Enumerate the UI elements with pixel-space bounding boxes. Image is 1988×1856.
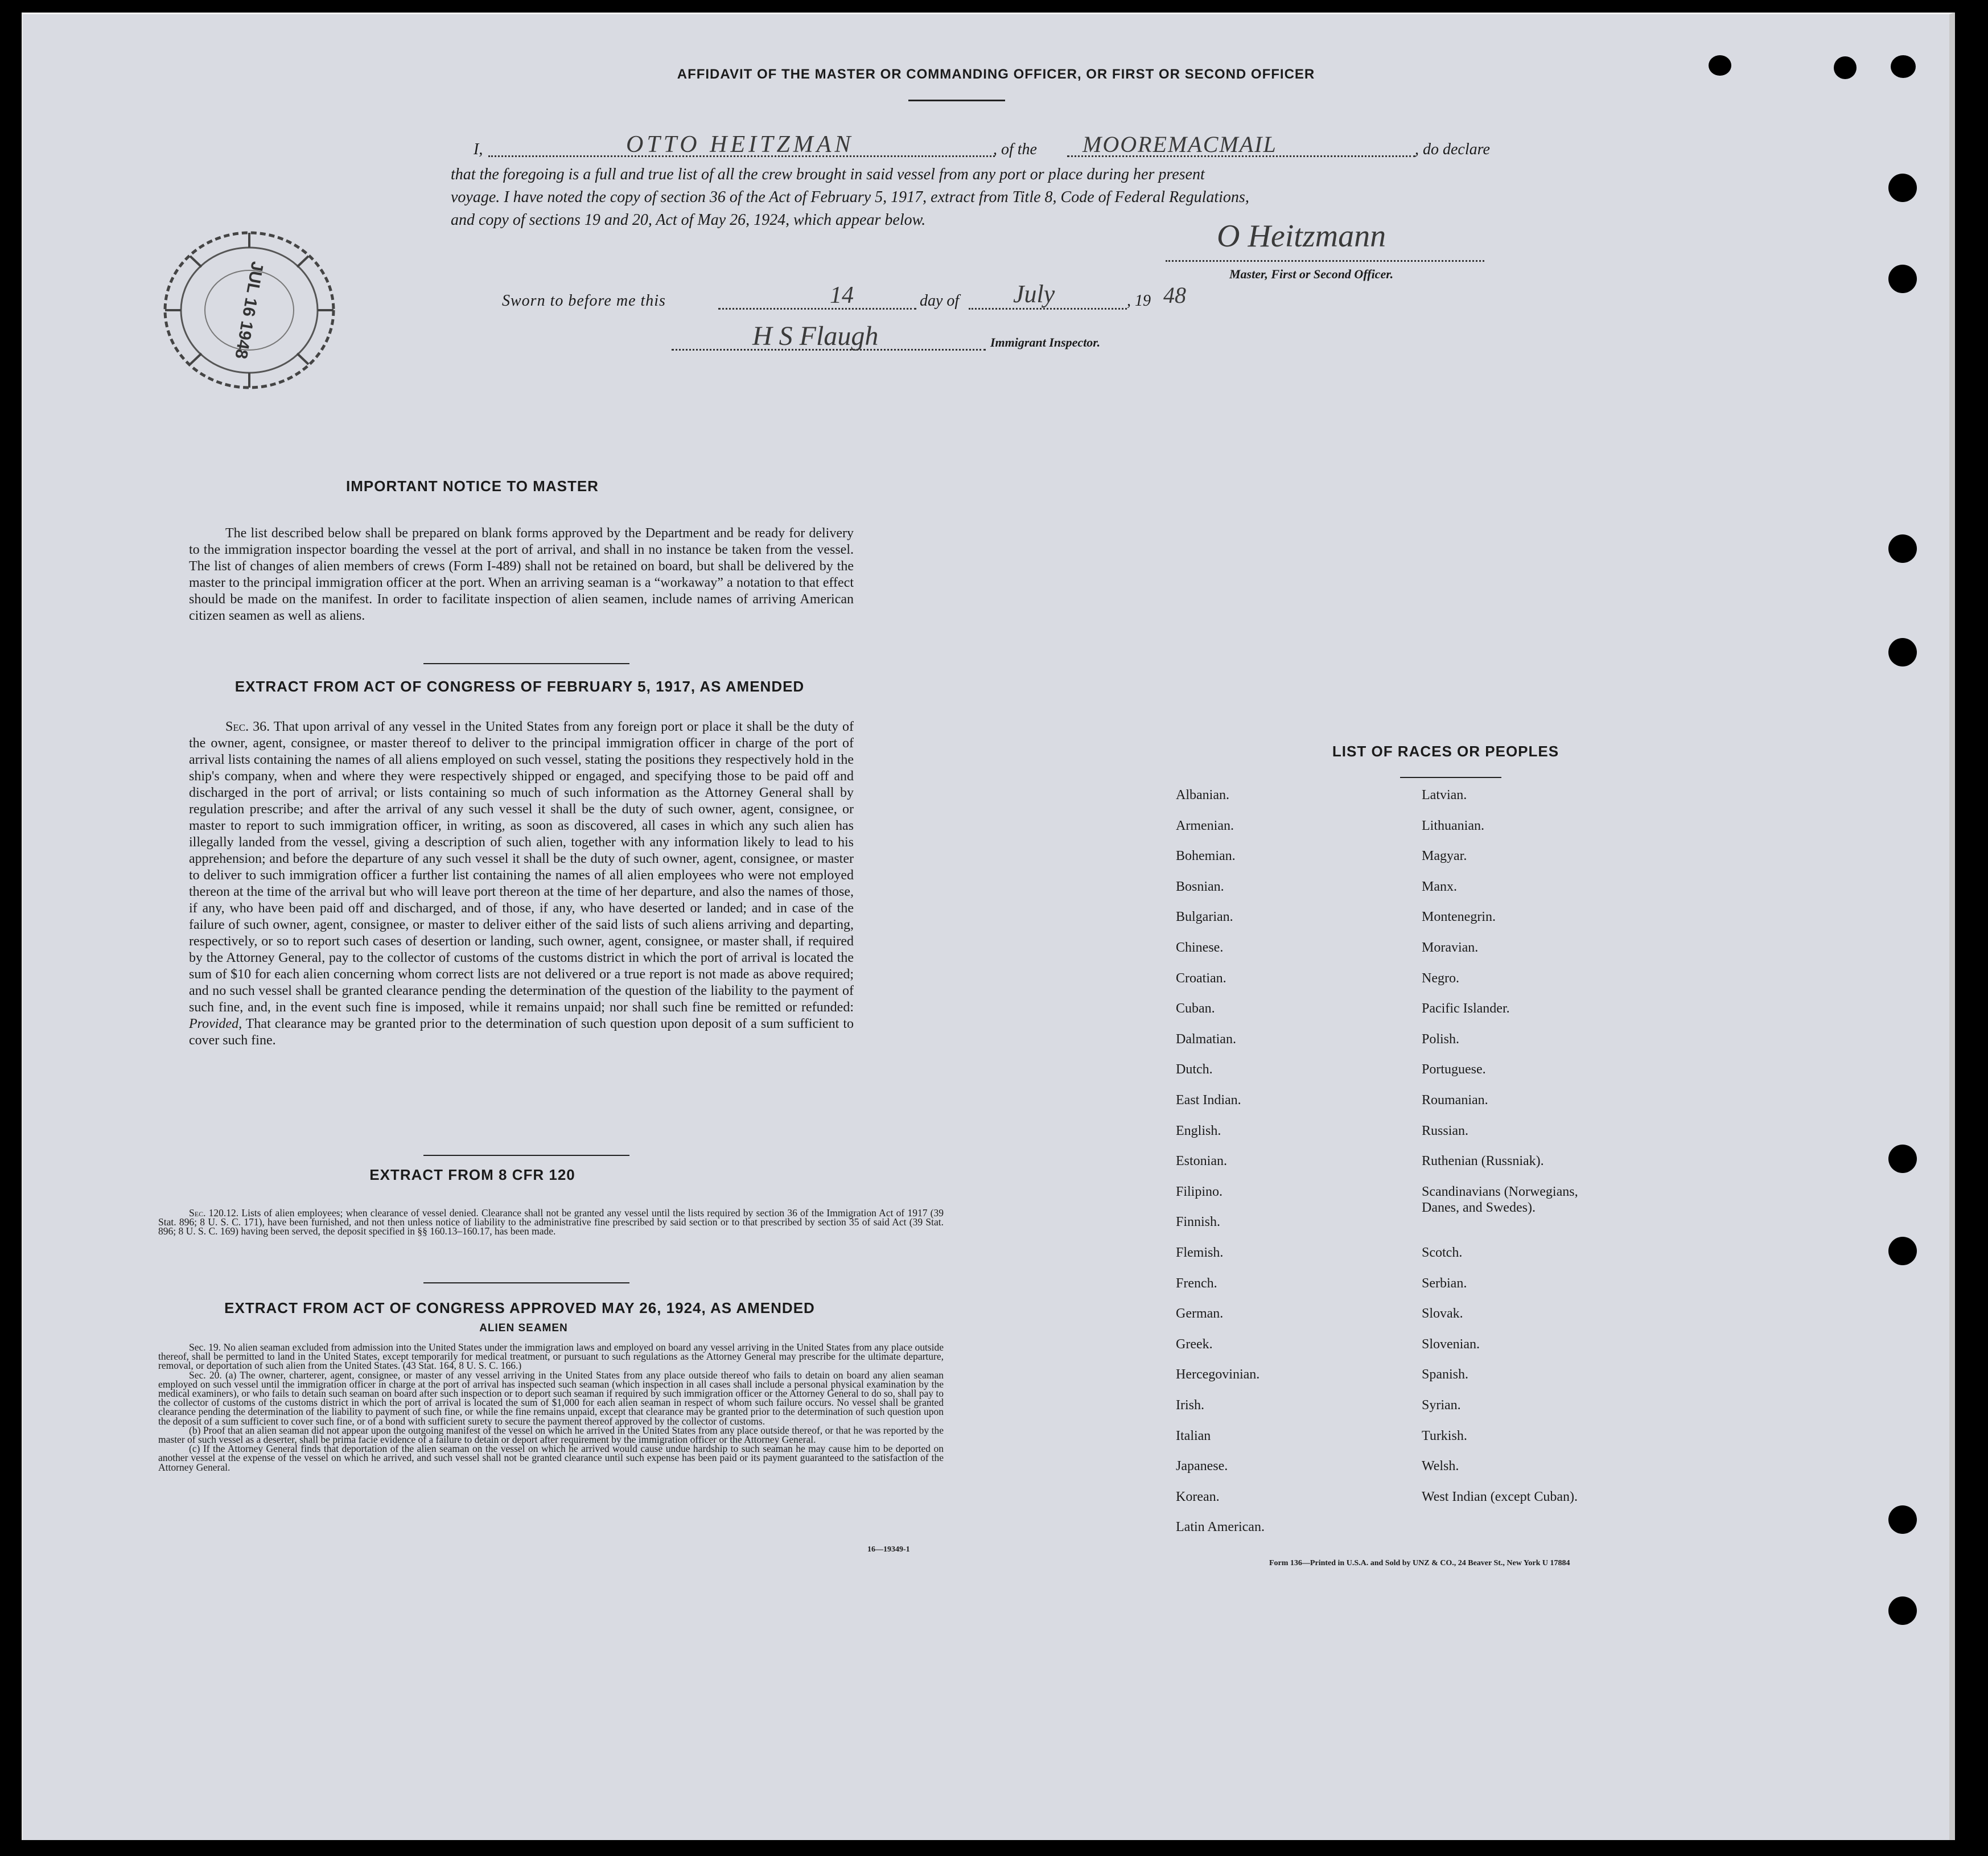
year-prefix: , 19: [1127, 292, 1151, 310]
affidavit-i-label: I,: [474, 141, 483, 158]
of-the-label: , of the: [993, 141, 1037, 158]
extract1924-subheading: ALIEN SEAMEN: [479, 1322, 568, 1334]
affidavit-title: AFFIDAVIT OF THE MASTER OR COMMANDING OFFICER, OR FIRST OR SECOND OFFICER: [677, 67, 1315, 82]
punch-hole: [1888, 1596, 1917, 1625]
year-handwritten: 48: [1163, 282, 1186, 308]
race-item: Bosnian.: [1176, 879, 1224, 894]
race-item: Scandinavians (Norwegians, Danes, and Swedes).: [1422, 1184, 1578, 1215]
sec19-text: Sec. 19. No alien seaman excluded from admission into the United States under the immigration laws and employed on board any vessel arriving in the United States from any place outside thereof, shall be permitted to land in the United States, except temporarily for medical treatment, or pursuant to such regulations as the Attorney General may prescribe for the ultimate departure, removal, or deportation of such alien from the United States. (43 Stat. 164, 8 U. S. C. 166.): [158, 1341, 944, 1372]
race-item: Italian: [1176, 1428, 1211, 1443]
race-item: Turkish.: [1422, 1428, 1467, 1443]
affidavit-body-line-1: that the foregoing is a full and true list of all the crew brought in said vessel from any port or place during her present: [451, 166, 1205, 183]
vessel-name-handwritten: MOOREMACMAIL: [1083, 131, 1277, 157]
cfr-heading: EXTRACT FROM 8 CFR 120: [369, 1166, 575, 1183]
race-item: Greek.: [1176, 1336, 1213, 1352]
race-item: Polish.: [1422, 1031, 1460, 1047]
printer-footer: Form 136—Printed in U.S.A. and Sold by UNZ & CO., 24 Beaver St., New York U 17884: [1269, 1559, 1570, 1567]
sec36-label: Sec. 36.: [225, 719, 270, 734]
race-item: Roumanian.: [1422, 1093, 1488, 1108]
extract1917-rule: [423, 1155, 629, 1156]
races-heading: LIST OF RACES OR PEOPLES: [1332, 743, 1559, 760]
master-name-handwritten: OTTO HEITZMAN: [626, 131, 854, 158]
race-item: Bohemian.: [1176, 849, 1236, 864]
race-item: Portuguese.: [1422, 1062, 1486, 1077]
race-item: Filipino.: [1176, 1184, 1223, 1199]
affidavit-body-line-3: and copy of sections 19 and 20, Act of May 26, 1924, which appear below.: [451, 211, 926, 229]
race-item: Flemish.: [1176, 1245, 1224, 1260]
race-item: Pacific Islander.: [1422, 1001, 1510, 1017]
race-item: Cuban.: [1176, 1001, 1215, 1017]
day-line: [718, 308, 916, 310]
notice-heading: IMPORTANT NOTICE TO MASTER: [346, 478, 599, 495]
sec20c-text: (c) If the Attorney General finds that deportation of the alien seaman on the vessel on which he arrived would cause undue hardship to such seaman he may cause him to be deported on another vessel at the expense of the vessel on which he arrived, and such vessel shall not be granted clearance until such expense has been paid or its payment guaranteed to the satisfaction of the Attorney General.: [158, 1443, 944, 1473]
race-item: Spanish.: [1422, 1367, 1469, 1382]
extract1924-text: [158, 1343, 944, 1472]
punch-hole: [1834, 56, 1857, 79]
race-item: Korean.: [1176, 1489, 1220, 1504]
punch-hole: [1888, 1505, 1917, 1534]
race-item: English.: [1176, 1123, 1221, 1138]
race-item: Armenian.: [1176, 818, 1234, 833]
sec20a-text: Sec. 20. (a) The owner, charterer, agent, consignee, or master of any vessel arriving in the United States from any place outside thereof who fails to detain on board any alien seaman employed on such vessel until the immigration officer in charge at the port of arrival has inspected such seaman (which inspection in all cases shall include a personal physical examination by the medical examiners), or who fails to detain such seaman on board after such inspection or to deport such seaman if required by such immigration officer or the Attorney General to do so, shall pay to the collector of customs of the customs district in which the port of arrival is located the sum of $1,000 for each alien seaman in respect of whom such failure occurs. No vessel shall be granted clearance pending the determination of the liability to payment of such fine, or while the fine remains unpaid, except that clearance may be granted prior to the determination of such question upon the deposit of a sum sufficient to cover such fine, or of a bond with sufficient surety to secure the payment thereof approved by the collector of customs.: [158, 1369, 944, 1427]
cfr-text: [158, 1208, 944, 1236]
cfr-sec-label: Sec. 120.12.: [189, 1207, 239, 1219]
race-item: Scotch.: [1422, 1245, 1463, 1260]
title-rule: [908, 100, 1005, 101]
race-item: Ruthenian (Russniak).: [1422, 1154, 1544, 1169]
race-item: Croatian.: [1176, 970, 1226, 986]
sec36-end: That clearance may be granted prior to the determination of such question upon deposit of a sum sufficient to cover such fine.: [189, 1017, 854, 1048]
race-item: Slovenian.: [1422, 1336, 1480, 1352]
punch-hole: [1709, 55, 1731, 76]
race-item: Manx.: [1422, 879, 1457, 894]
race-item: French.: [1176, 1275, 1217, 1291]
punch-hole: [1888, 1237, 1917, 1265]
provided-label: Provided,: [189, 1017, 242, 1031]
document-sheet: [22, 13, 1955, 1840]
stamp-date: JUL 16 1948: [231, 260, 267, 360]
race-item: Welsh.: [1422, 1459, 1459, 1474]
race-item: Latvian.: [1422, 788, 1467, 803]
race-item: West Indian (except Cuban).: [1422, 1489, 1578, 1504]
day-handwritten: 14: [830, 282, 854, 308]
race-item: Finnish.: [1176, 1215, 1221, 1230]
master-signature-line: [1166, 260, 1484, 262]
race-item: Dalmatian.: [1176, 1031, 1236, 1047]
race-item: Latin American.: [1176, 1520, 1265, 1535]
race-item: Albanian.: [1176, 788, 1229, 803]
extract1917-heading: EXTRACT FROM ACT OF CONGRESS OF FEBRUARY 5, 1917, AS AMENDED: [234, 678, 805, 695]
form-code: 16—19349-1: [867, 1545, 910, 1554]
sworn-label: Sworn to before me this: [502, 292, 666, 310]
inspector-signature: H S Flaugh: [752, 321, 879, 351]
sec36-body: That upon arrival of any vessel in the United States from any foreign port or place it shall be the duty of the owner, agent, consignee, or master thereof to deliver to the principal immigration officer in charge of the port of arrival lists containing the names of all aliens employed on such vessel, stating the positions they respectively hold in the ship's company, when and where they were respectively shipped or engaged, and specifying those to be paid off and discharged in the port of arrival; or lists containing so much of such information as the Attorney General shall by regulation prescribe; and after the arrival of any such vessel it shall be the duty of such owner, agent, consignee, or master to report to such immigration officer, in writing, as soon as discovered, all cases in which any such alien has illegally landed from the vessel, giving a description of such alien, together with any information likely to lead to his apprehension; and before the departure of any such vessel it shall be the duty of such owner, agent, consignee, or master to deliver to such immigration officer a further list containing the names of all alien employees who were not employed thereon at the time of the arrival but who will leave port thereon at the time of her departure, and also the names of those, if any, who have been paid off and discharged, and of those, if any, who have deserted or landed; and in case of the failure of such owner, agent, consignee, or master to deliver either of the said lists of such aliens arriving and departing, respectively, or so to report such cases of desertion or landing, such owner, agent, consignee, or master shall, if required by the Attorney General, pay to the collector of customs of the customs district in which the port of arrival is located the sum of $10 for each alien concerning whom correct lists are not delivered or a true report is not made as above required; and no such vessel shall be granted clearance pending the determination of the question of the liability to the payment of such fine, and, in the event such fine is imposed, while it remains unpaid; nor shall such fine be remitted or refunded:: [189, 719, 854, 1015]
race-item: Montenegrin.: [1422, 910, 1496, 925]
race-item: Russian.: [1422, 1123, 1469, 1138]
do-declare-label: , do declare: [1415, 141, 1490, 158]
cfr-body: Lists of alien employees; when clearance of vessel denied. Clearance shall not be granted any vessel until the lists required by section 36 of the Immigration Act of 1917 (39 Stat. 896; 8 U. S. C. 171), have been furnished, and not then unless notice of liability to the administrative fine prescribed by said section or to that prescribed by section 35 of said Act (39 Stat. 896; 8 U. S. C. 169) having been served, the deposit specified in §§ 160.13–160.17, has been made.: [158, 1207, 944, 1237]
race-item: Syrian.: [1422, 1398, 1461, 1413]
inspector-caption: Immigrant Inspector.: [990, 335, 1101, 349]
race-item: Estonian.: [1176, 1154, 1227, 1169]
punch-hole: [1888, 1145, 1917, 1173]
race-item: Lithuanian.: [1422, 818, 1484, 833]
sec20b-text: (b) Proof that an alien seaman did not appear upon the outgoing manifest of the vessel on which he arrived in the United States from any place outside thereof, or that he was reported by the master of such vessel as a deserter, shall be prima facie evidence of a failure to detain or deport after requirement by the immigration officer or the Attorney General.: [158, 1424, 944, 1446]
cfr-rule: [423, 1282, 629, 1283]
inspection-stamp: [158, 225, 346, 396]
stamp-seal-icon: [158, 225, 346, 396]
day-of-label: day of: [920, 292, 960, 310]
master-caption: Master, First or Second Officer.: [1229, 267, 1394, 281]
race-item: Chinese.: [1176, 940, 1224, 955]
notice-rule: [423, 663, 629, 664]
punch-hole: [1891, 55, 1916, 78]
race-item: German.: [1176, 1306, 1224, 1322]
race-item: East Indian.: [1176, 1093, 1241, 1108]
master-signature: O Heitzmann: [1217, 219, 1386, 254]
race-item: Japanese.: [1176, 1459, 1228, 1474]
punch-hole: [1888, 534, 1917, 563]
race-item: Negro.: [1422, 970, 1459, 986]
affidavit-body-line-2: voyage. I have noted the copy of section 36 of the Act of February 5, 1917, extract from Title 8, Code of Federal Regulations,: [451, 188, 1249, 206]
race-item: Hercegovinian.: [1176, 1367, 1260, 1382]
punch-hole: [1888, 265, 1917, 293]
races-rule: [1400, 777, 1501, 778]
race-item: Dutch.: [1176, 1062, 1213, 1077]
month-handwritten: July: [1013, 280, 1055, 308]
race-item: Bulgarian.: [1176, 910, 1233, 925]
punch-hole: [1888, 174, 1917, 202]
race-item: Serbian.: [1422, 1275, 1467, 1291]
race-item: Slovak.: [1422, 1306, 1463, 1322]
race-item: Moravian.: [1422, 940, 1479, 955]
extract1917-text: [189, 719, 854, 1049]
race-item: Irish.: [1176, 1398, 1204, 1413]
notice-text: The list described below shall be prepared on blank forms approved by the Department and be ready for delivery to the immigration inspector boarding the vessel at the port of arrival, and shall in no instance be taken from the vessel. The list of changes of alien members of crews (Form I-489) shall not be retained on board, but shall be delivered by the master to the principal immigration officer at the port. When an arriving seaman is a “workaway” a notation to that effect should be made on the manifest. In order to facilitate inspection of alien seamen, include names of arriving American citizen seamen as well as aliens.: [189, 526, 854, 623]
punch-hole: [1888, 638, 1917, 666]
race-item: Magyar.: [1422, 849, 1467, 864]
extract1924-heading: EXTRACT FROM ACT OF CONGRESS APPROVED MAY 26, 1924, AS AMENDED: [224, 1299, 815, 1316]
